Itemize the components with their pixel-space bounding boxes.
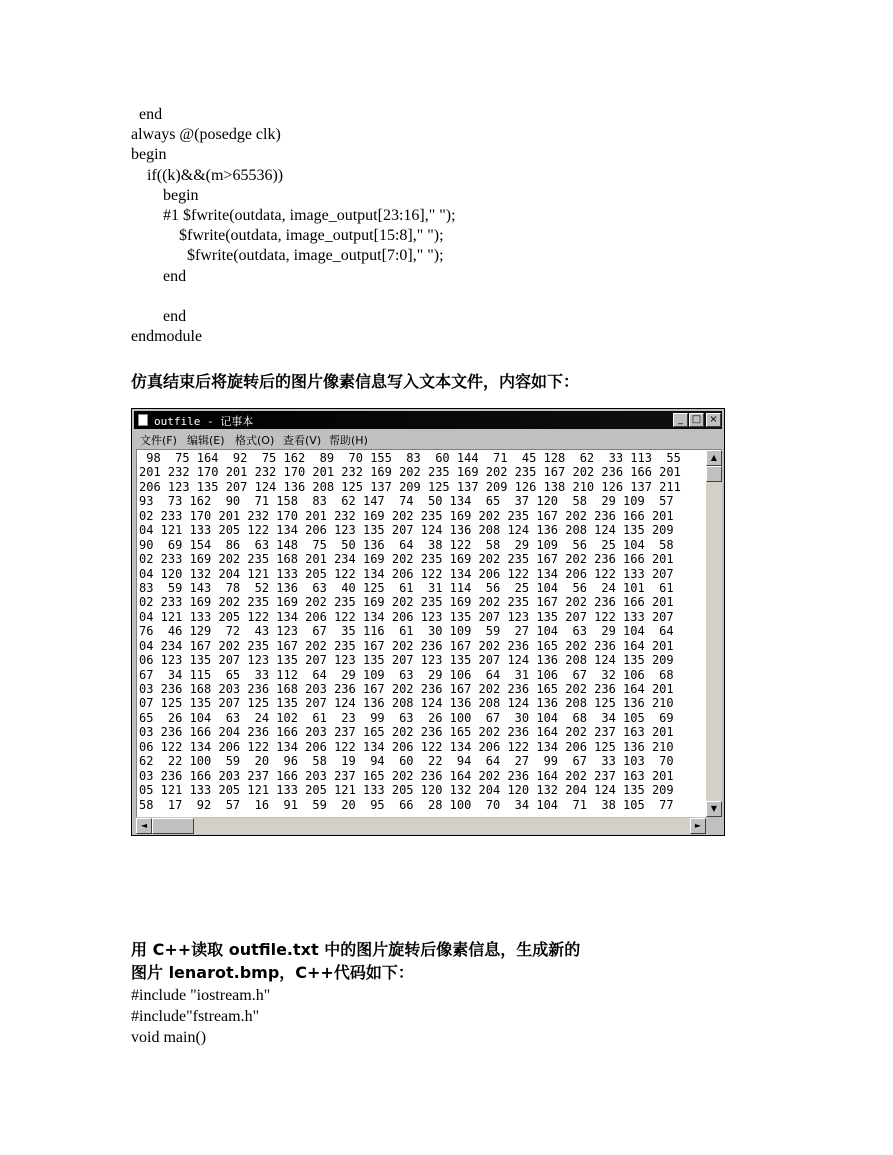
notepad-window [131,408,725,836]
text-row: 05 121 133 205 121 133 205 121 133 205 120 132 204 120 132 204 124 135 209 [139,783,674,798]
heading-line: 用 C++读取 outfile.txt 中的图片旋转后像素信息，生成新的 [131,940,581,959]
text-content [139,451,711,812]
menu-file[interactable]: 文件(F) [140,434,177,447]
text-row: 03 236 166 203 237 166 203 237 165 202 236 164 202 236 164 202 237 163 201 [139,768,674,783]
text-row: 04 120 132 204 121 133 205 122 134 206 122 134 206 122 134 206 122 133 207 [139,566,674,581]
verilog-code-block [131,105,456,347]
scroll-left-button[interactable]: ◄ [136,818,152,834]
code-line: begin [131,146,167,164]
close-button[interactable]: × [706,413,721,427]
title-bar[interactable] [134,411,722,429]
heading-line: 图片 lenarot.bmp，C++代码如下： [131,963,414,982]
text-row: 201 232 170 201 232 170 201 232 169 202 235 169 202 235 167 202 236 166 201 [139,465,681,480]
text-row: 67 34 115 65 33 112 64 29 109 63 29 106 64 31 106 67 32 106 68 [139,667,674,682]
notepad-icon [138,414,148,426]
section-heading: 仿真结束后将旋转后的图片像素信息写入文本文件，内容如下： [131,372,580,391]
text-row: 06 122 134 206 122 134 206 122 134 206 122 134 206 122 134 206 125 136 210 [139,739,674,754]
scroll-down-button[interactable]: ▼ [706,801,722,817]
code-line: $fwrite(outdata, image_output[7:0]," "); [131,247,444,265]
text-row: 06 123 135 207 123 135 207 123 135 207 123 135 207 124 136 208 124 135 209 [139,653,674,668]
code-line: begin [131,186,199,204]
menu-help[interactable]: 帮助(H) [329,434,368,447]
menu-format[interactable]: 格式(O) [235,434,275,447]
text-row: 04 121 133 205 122 134 206 123 135 207 124 136 208 124 136 208 124 135 209 [139,523,674,538]
minimize-button[interactable]: _ [673,413,688,427]
text-row: 03 236 168 203 236 168 203 236 167 202 236 167 202 236 165 202 236 164 201 [139,682,674,696]
menu-view[interactable]: 查看(V) [283,434,322,447]
text-row: 83 59 143 78 52 136 63 40 125 61 31 114 56 25 104 56 24 101 61 [139,580,674,595]
code-line: if((k)&&(m>65536)) [131,166,284,184]
text-row: 07 125 135 207 125 135 207 124 136 208 124 136 208 124 136 208 125 136 210 [139,696,674,711]
text-row: 93 73 162 90 71 158 83 62 147 74 50 134 65 37 120 58 29 109 57 [139,494,674,509]
scroll-thumb[interactable] [706,466,722,482]
text-row: 04 121 133 205 122 134 206 122 134 206 123 135 207 123 135 207 122 133 207 [139,609,674,624]
cpp-code-block [131,985,270,1048]
horizontal-scroll-thumb[interactable] [152,818,194,834]
text-row: 04 234 167 202 235 167 202 235 167 202 236 167 202 236 165 202 236 164 201 [139,638,674,653]
code-line: #1 $fwrite(outdata, image_output[23:16]," "); [131,206,456,224]
menu-bar [134,430,722,448]
text-row: 65 26 104 63 24 102 61 23 99 63 26 100 67 30 104 68 34 105 69 [139,710,674,725]
section-heading-2 [131,938,580,984]
code-line: #include"fstream.h" [131,1008,260,1025]
text-row: 03 236 166 204 236 166 203 237 165 202 236 165 202 236 164 202 237 163 201 [139,725,674,740]
code-line: void main() [131,1029,207,1046]
code-line: end [131,307,187,325]
maximize-button[interactable]: □ [689,413,704,427]
text-row: 76 46 129 72 43 123 67 35 116 61 30 109 59 27 104 63 29 104 64 [139,624,674,639]
code-line: #include "iostream.h" [131,987,271,1004]
horizontal-scrollbar[interactable] [136,818,706,834]
text-area[interactable] [136,449,722,817]
code-line [131,287,456,307]
text-row: 02 233 169 202 235 168 201 234 169 202 235 169 202 235 167 202 236 166 201 [139,552,674,567]
scroll-right-button[interactable]: ► [690,818,706,834]
text-row: 02 233 170 201 232 170 201 232 169 202 235 169 202 235 167 202 236 166 201 [139,508,674,523]
code-line: end [131,267,187,285]
code-line: $fwrite(outdata, image_output[15:8]," "); [131,227,444,245]
scroll-up-button[interactable]: ▲ [706,450,722,466]
code-line: always @(posedge clk) [131,126,281,144]
text-row: 90 69 154 86 63 148 75 50 136 64 38 122 58 29 109 56 25 104 58 [139,537,674,552]
text-row: 02 233 169 202 235 169 202 235 169 202 235 169 202 235 167 202 236 166 201 [139,595,674,610]
code-line: end [131,106,163,123]
vertical-scrollbar[interactable] [706,450,722,817]
code-line: endmodule [131,328,203,346]
window-title: outfile - 记事本 [154,415,254,428]
text-row: 58 17 92 57 16 91 59 20 95 66 28 100 70 34 104 71 38 105 77 [139,797,674,812]
text-row: 206 123 135 207 124 136 208 125 137 209 125 137 209 126 138 210 126 137 211 [139,479,681,494]
text-row: 62 22 100 59 20 96 58 19 94 60 22 94 64 27 99 67 33 103 70 [139,754,674,769]
menu-edit[interactable]: 编辑(E) [187,434,225,447]
text-row: 98 75 164 92 75 162 89 70 155 83 60 144 71 45 128 62 33 113 55 [139,451,681,465]
